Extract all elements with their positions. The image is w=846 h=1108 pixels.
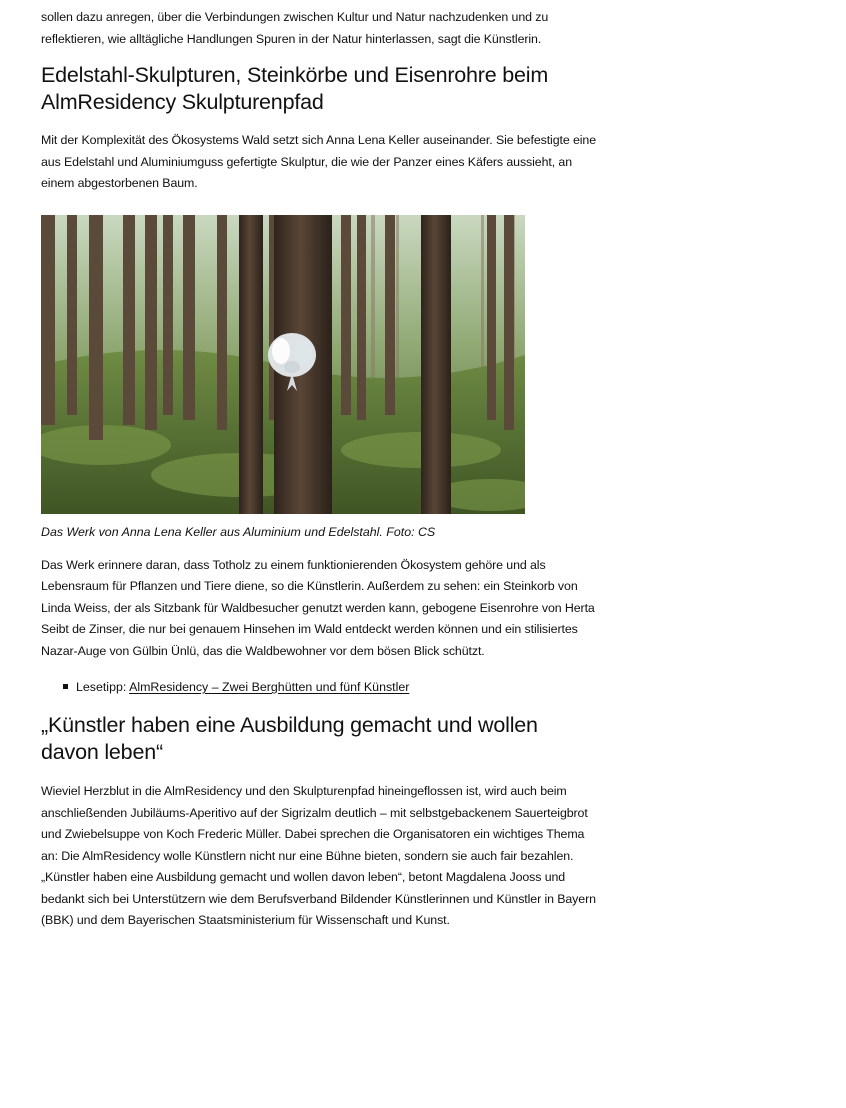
image-caption: Das Werk von Anna Lena Keller aus Aluminium und Edelstahl. Foto: CS [41, 524, 436, 539]
paragraph-keller: Mit der Komplexität des Ökosystems Wald setzt sich Anna Lena Keller auseinander. Sie befestigte eine aus Edelstahl und Aluminiumguss gefertigte Skulptur, die wie der Panzer eines Käfers aussieht, an einem abgestorbenen Baum. [41, 133, 596, 190]
forest-sculpture-photo [41, 215, 525, 514]
read-tip-item [41, 678, 601, 696]
read-tip-list [41, 678, 601, 696]
bullet-square-icon [63, 684, 68, 689]
read-tip-label: Lesetipp: [76, 680, 130, 694]
paragraph-totholz: Das Werk erinnere daran, dass Totholz zu einem funktionierenden Ökosystem gehöre und als Lebensraum für Pflanzen und Tiere diene, so die Künstlerin. Außerdem zu sehen: ein Steinkorb von Linda Weiss, der als Sitzbank für Waldbesucher genutzt werden kann, gebogene Eisenrohre von Herta Seibt de Zinser, die nur bei genauem Hinsehen im Wald entdeckt werden können und ein stilisiertes Nazar-Auge von Gülbin Ünlü, das die Waldbewohner vor dem bösen Blick schützt. [41, 557, 595, 658]
read-tip-link[interactable]: AlmResidency – Zwei Berghütten und fünf Künstler [129, 680, 410, 694]
forest-photo-illustration [41, 215, 525, 514]
intro-paragraph: sollen dazu anregen, über die Verbindungen zwischen Kultur und Natur nachzudenken und zu reflektieren, wie alltägliche Handlungen Spuren in der Natur hinterlassen, sagt die Künstlerin. [41, 10, 549, 46]
heading-sculptures: Edelstahl-Skulpturen, Steinkörbe und Eisenrohre beim AlmResidency Skulpturenpfad [41, 63, 549, 114]
article [41, 0, 601, 932]
paragraph-herzblut: Wieviel Herzblut in die AlmResidency und den Skulpturenpfad hineingeflossen ist, wird auch beim anschließenden Jubiläums-Aperitivo auf der Sigrizalm deutlich – mit selbstgebackenem Sauerteigbrot und Zwiebelsuppe von Koch Frederic Müller. Dabei sprechen die Organisatoren ein wichtiges Thema an: Die AlmResidency wolle Künstlern nicht nur eine Bühne bieten, sondern sie auch fair bezahlen. „Künstler haben eine Ausbildung gemacht und wollen davon leben“, betont Magdalena Jooss und bedankt sich bei Unterstützern wie dem Berufsverband Bildender Künstlerinnen und Künstler in Bayern (BBK) und dem Bayerischen Staatsministerium für Wissenschaft und Kunst. [41, 784, 596, 927]
heading-quote: „Künstler haben eine Ausbildung gemacht und wollen davon leben“ [41, 713, 538, 764]
